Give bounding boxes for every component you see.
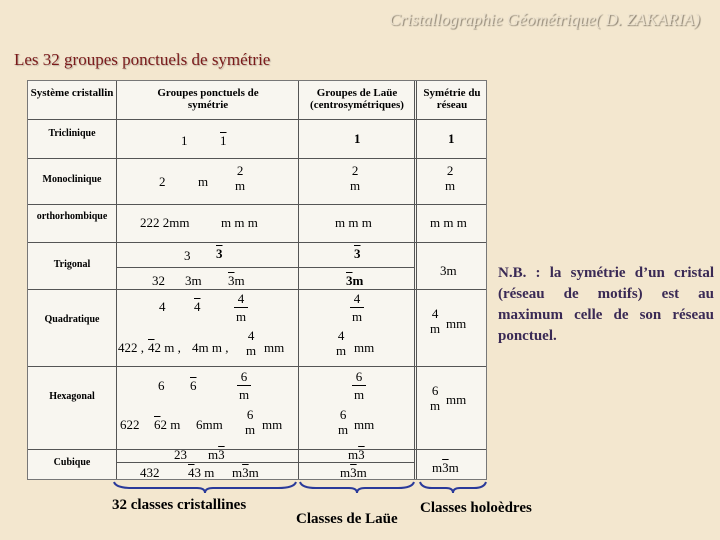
group-1: 1	[181, 133, 188, 148]
laue-tetragonal-4m: 4 m	[351, 291, 363, 324]
group-6-over-m-mm-suffix: mm	[262, 417, 283, 432]
system-orthorhombic: orthorhombique	[36, 211, 108, 222]
lattice-hexagonal: 6 m	[430, 383, 441, 413]
laue-cubic-m3bar-m: m3m	[340, 465, 367, 480]
group-432: 432	[140, 465, 160, 480]
laue-hexagonal-6mmm-suffix: mm	[354, 417, 375, 432]
laue-hexagonal-6mmm: 6 m	[338, 407, 349, 437]
lattice-tetragonal: 4 m	[430, 306, 441, 336]
system-trigonal: Trigonal	[53, 259, 91, 270]
group-4bar: 4	[194, 299, 201, 314]
lattice-tetragonal-suffix: mm	[446, 316, 467, 331]
group-3bar-m: 3m	[228, 273, 245, 288]
group-4-over-m: 4 m	[235, 291, 247, 324]
group-3m: 3m	[185, 273, 202, 288]
slide-subtitle: Les 32 groupes ponctuels de symétrie	[14, 50, 271, 69]
header-lattice-symmetry: Symétrie du réseau	[423, 87, 481, 111]
group-222-2mm: 222 2mm	[140, 215, 190, 230]
group-3bar: 3	[216, 246, 223, 261]
group-32: 32	[152, 273, 165, 288]
group-23: 23	[174, 447, 187, 462]
group-4mm: 4m m ,	[192, 340, 229, 355]
group-6-over-m-mm: 6 m	[245, 407, 256, 437]
group-4: 4	[159, 299, 166, 314]
laue-orthorhombic: m m m	[335, 215, 372, 230]
system-cubic: Cubique	[53, 457, 91, 468]
header-bar	[0, 0, 720, 40]
group-6bar: 6	[190, 378, 197, 393]
group-1bar: 1	[220, 133, 227, 148]
group-4bar2m: 42 m ,	[148, 340, 181, 355]
laue-triclinic: 1	[354, 131, 361, 146]
group-m3bar: m3	[208, 447, 225, 462]
label-32-classes: 32 classes cristallines	[112, 497, 247, 513]
bracket-holoedres	[418, 480, 488, 494]
laue-trigonal-3bar: 3	[354, 246, 361, 261]
system-hexagonal: Hexagonal	[49, 391, 95, 402]
header-system: Système cristallin	[30, 87, 114, 99]
laue-tetragonal-4mmm-suffix: mm	[354, 340, 375, 355]
laue-tetragonal-4mmm: 4 m	[336, 328, 347, 358]
system-monoclinic: Monoclinique	[42, 174, 102, 185]
group-6mm: 6mm	[196, 417, 223, 432]
lattice-triclinic: 1	[448, 131, 455, 146]
lattice-hexagonal-suffix: mm	[446, 392, 467, 407]
group-6-over-m: 6 m	[238, 369, 250, 402]
laue-monoclinic: 2 m	[350, 163, 361, 193]
group-2: 2	[159, 174, 166, 189]
label-laue-classes: Classes de Laüe	[296, 511, 398, 527]
laue-hexagonal-6m: 6 m	[353, 369, 365, 402]
laue-trigonal-3bar-m: 3m	[346, 273, 364, 288]
group-m3bar-m: m3m	[232, 465, 259, 480]
header-laue-groups: Groupes de Laüe (centrosymétriques)	[310, 87, 404, 111]
group-4-over-m-mm: 4 m	[246, 328, 257, 358]
system-triclinic: Triclinique	[48, 128, 96, 139]
bracket-laue	[298, 480, 416, 494]
group-422: 422 ,	[118, 340, 144, 355]
group-6bar2m: 62 m	[154, 417, 181, 432]
laue-cubic-m3bar: m3	[348, 447, 365, 462]
note-text: N.B. : la symétrie d’un cristal (réseau de motifs) est au maximum celle de son réseau ponctuel.	[498, 265, 714, 344]
system-tetragonal: Quadratique	[44, 314, 100, 325]
group-m: m	[198, 174, 209, 189]
group-3: 3	[184, 248, 191, 263]
course-title: Cristallographie Géométrique( D. ZAKARIA)	[389, 10, 700, 29]
lattice-trigonal: 3m	[440, 263, 457, 278]
group-4bar3m: 43 m	[188, 465, 215, 480]
group-622: 622	[120, 417, 140, 432]
label-holoedre-classes: Classes holoèdres	[420, 500, 532, 516]
lattice-orthorhombic: m m m	[430, 215, 467, 230]
group-4-over-m-mm-suffix: mm	[264, 340, 285, 355]
lattice-cubic: m3m	[432, 460, 459, 475]
group-mmm: m m m	[221, 215, 258, 230]
header-point-groups: Groupes ponctuels de symétrie	[157, 87, 259, 111]
group-2-over-m: 2 m	[235, 163, 246, 193]
point-groups-table	[27, 80, 487, 480]
group-6: 6	[158, 378, 165, 393]
lattice-monoclinic: 2 m	[445, 163, 456, 193]
bracket-classes	[112, 480, 298, 494]
